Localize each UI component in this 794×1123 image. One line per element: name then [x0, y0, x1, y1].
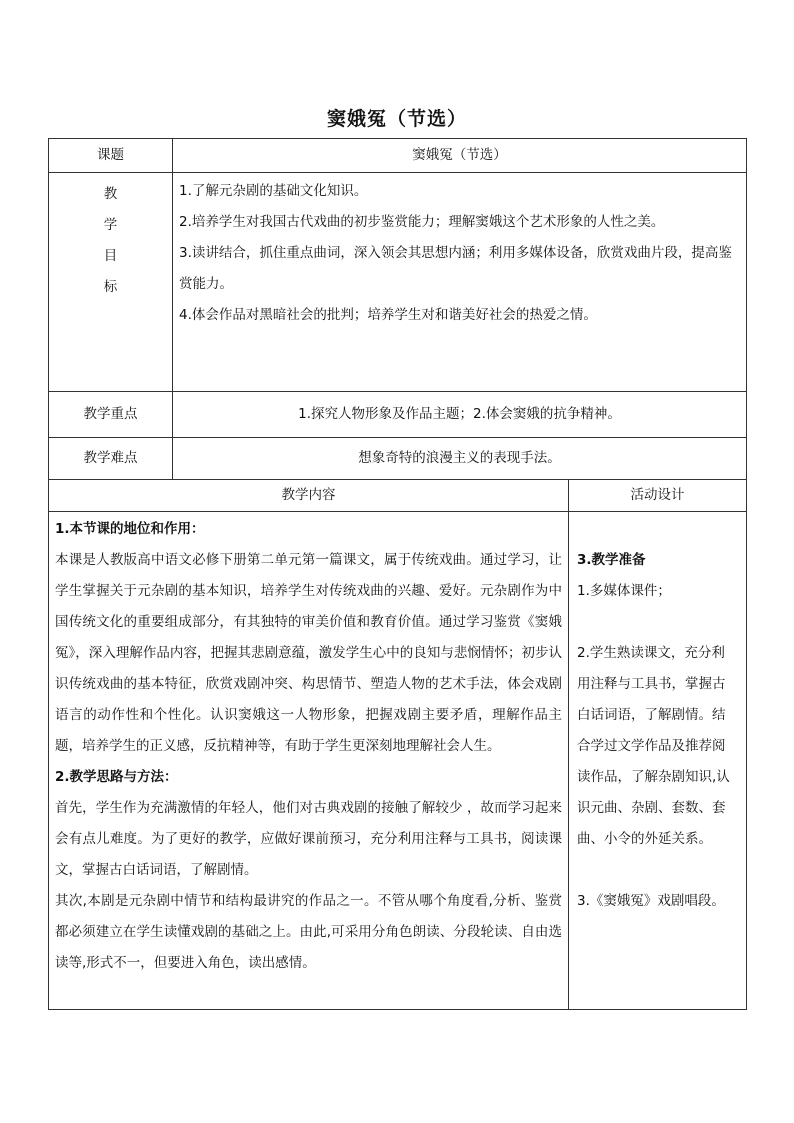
activity-body: [569, 512, 747, 1010]
goals-label-char: 标: [103, 279, 118, 295]
goals-label: [49, 173, 173, 392]
lesson-plan-table: [48, 138, 747, 1010]
key-points-row: [49, 392, 747, 438]
difficulties-label: 教学难点: [49, 438, 173, 480]
section-paragraph: 其次,本剧是元杂剧中情节和结构最讲究的作品之一。不管从哪个角度看,分析、鉴赏都必须建立在学生读懂戏剧的基础之上。由此,可采用分角色朗读、分段轮读、自由选读等,形式不一，但要进入角色，读出感情。: [55, 893, 562, 971]
difficulties-row: [49, 438, 747, 480]
topic-label: 课题: [49, 139, 173, 173]
activity-item: 1.多媒体课件；: [577, 583, 671, 599]
goals-label-char: 学: [103, 217, 118, 233]
difficulties-value: 想象奇特的浪漫主义的表现手法。: [173, 438, 747, 480]
key-points-value: 1.探究人物形象及作品主题；2.体会窦娥的抗争精神。: [173, 392, 747, 438]
topic-value: 窦娥冤（节选）: [173, 139, 747, 173]
section-paragraph: 首先，学生作为充满激情的年轻人，他们对古典戏剧的接触了解较少 ，故而学习起来会有点儿难度。为了更好的教学，应做好课前预习，充分利用注释与工具书，阅读课文，掌握古白话词语，了解剧情。: [55, 800, 562, 878]
goals-row: [49, 173, 747, 392]
activity-item: 2.学生熟读课文，充分利用注释与工具书，掌握古白话词语，了解剧情。结合学过文学作品及推荐阅读作品，了解杂剧知识,认识元曲、杂剧、套数、套曲、小令的外延关系。: [577, 645, 730, 847]
content-header: 教学内容: [49, 480, 569, 512]
content-body: [49, 512, 569, 1010]
section-paragraph: 本课是人教版高中语文必修下册第二单元第一篇课文，属于传统戏曲。通过学习，让学生掌握关于元杂剧的基本知识，培养学生对传统戏曲的兴趣、爱好。元杂剧作为中国传统文化的重要组成部分，有其独特的审美价值和教育价值。通过学习鉴赏《窦娥冤》，深入理解作品内容，把握其悲剧意蕴，激发学生心中的良知与悲悯情怀；初步认识传统戏曲的基本特征，欣赏戏剧冲突、构思情节、塑造人物的艺术手法，体会戏剧语言的动作性和个性化。认识窦娥这一人物形象，把握戏剧主要矛盾，理解作品主题，培养学生的正义感，反抗精神等，有助于学生更深刻地理解社会人生。: [55, 552, 562, 754]
goal-item: 2.培养学生对我国古代戏曲的初步鉴赏能力；理解窦娥这个艺术形象的人性之美。: [179, 214, 665, 230]
goal-item: 1.了解元杂剧的基础文化知识。: [179, 183, 368, 199]
content-header-row: [49, 480, 747, 512]
goal-item: 3.读讲结合，抓住重点曲词，深入领会其思想内涵；利用多媒体设备，欣赏戏曲片段，提高鉴赏能力。: [179, 245, 732, 292]
section-heading: 1.本节课的地位和作用：: [55, 521, 205, 537]
content-row: [49, 512, 747, 1010]
goals-list: [173, 173, 747, 392]
key-points-label: 教学重点: [49, 392, 173, 438]
activity-heading: 3.教学准备: [577, 552, 646, 568]
section-heading: 2.教学思路与方法：: [55, 769, 178, 785]
activity-header: 活动设计: [569, 480, 747, 512]
activity-item: 3.《窦娥冤》戏剧唱段。: [577, 893, 725, 909]
topic-row: [49, 139, 747, 173]
document-title: 窦娥冤（节选）: [326, 108, 467, 130]
goals-label-char: 目: [103, 248, 118, 264]
goals-label-char: 教: [103, 186, 118, 202]
goal-item: 4.体会作品对黑暗社会的批判；培养学生对和谐美好社会的热爱之情。: [179, 307, 597, 323]
